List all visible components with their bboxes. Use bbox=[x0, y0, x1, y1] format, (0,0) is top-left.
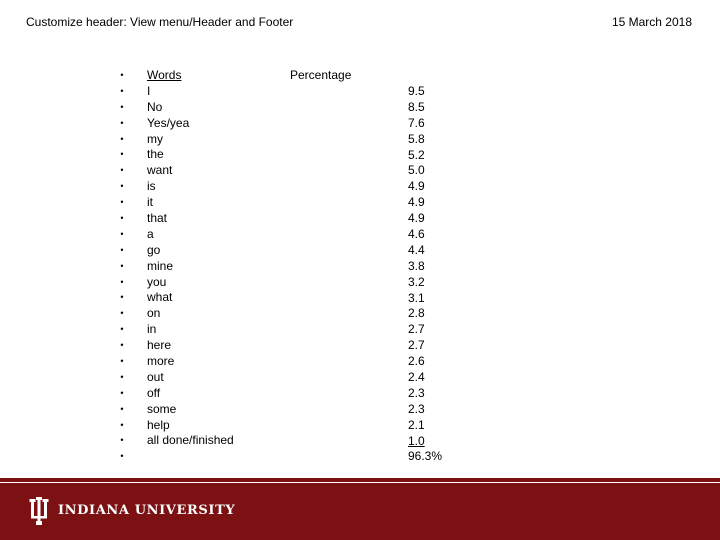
word-item: my bbox=[147, 131, 163, 146]
percentage-value: 3.8 bbox=[408, 258, 425, 273]
bullet-icon: • bbox=[120, 260, 124, 271]
bullet-icon: • bbox=[120, 165, 124, 176]
bullet-column bbox=[117, 68, 127, 465]
words-column-header: Words bbox=[147, 68, 182, 82]
percentage-value: 1.0 bbox=[408, 433, 425, 448]
bullet-icon: • bbox=[120, 101, 124, 112]
percentage-value: 4.9 bbox=[408, 195, 425, 210]
header-title: Customize header: View menu/Header and Footer bbox=[26, 15, 294, 29]
word-item: you bbox=[147, 274, 167, 289]
percentage-value: 8.5 bbox=[408, 99, 425, 114]
word-item: what bbox=[147, 290, 173, 305]
bullet-icon: • bbox=[120, 419, 124, 430]
bullet-icon: • bbox=[120, 117, 124, 128]
word-item: go bbox=[147, 242, 161, 257]
bullet-icon: • bbox=[120, 228, 124, 239]
percentage-value: 2.6 bbox=[408, 354, 425, 369]
bullet-icon: • bbox=[120, 451, 124, 462]
word-item: on bbox=[147, 306, 161, 321]
bullet-icon: • bbox=[120, 181, 124, 192]
word-item: a bbox=[147, 226, 154, 241]
bullet-icon: • bbox=[120, 85, 124, 96]
percentage-value: 4.4 bbox=[408, 242, 425, 257]
percentage-value: 7.6 bbox=[408, 115, 425, 130]
words-column bbox=[147, 68, 234, 449]
bullet-icon: • bbox=[120, 276, 124, 287]
bullet-icon: • bbox=[120, 371, 124, 382]
percentage-total: 96.3% bbox=[408, 449, 443, 464]
percentage-column bbox=[408, 84, 442, 465]
percentage-value: 5.2 bbox=[408, 147, 425, 162]
percentage-value: 4.6 bbox=[408, 227, 425, 242]
word-item: the bbox=[147, 147, 164, 162]
percentage-value: 2.4 bbox=[408, 370, 425, 385]
word-item: mine bbox=[147, 258, 174, 273]
bullet-icon: • bbox=[120, 197, 124, 208]
word-item: help bbox=[147, 417, 170, 432]
word-item: Yes/yea bbox=[147, 115, 190, 130]
percentage-value: 2.8 bbox=[408, 306, 425, 321]
word-item: No bbox=[147, 99, 163, 114]
percentage-value: 3.1 bbox=[408, 290, 425, 305]
percentage-value: 2.7 bbox=[408, 338, 425, 353]
bullet-icon: • bbox=[120, 149, 124, 160]
bullet-icon: • bbox=[120, 340, 124, 351]
percentage-value: 2.1 bbox=[408, 417, 425, 432]
percentage-value: 4.9 bbox=[408, 211, 425, 226]
bullet-icon: • bbox=[120, 292, 124, 303]
percentage-value: 2.3 bbox=[408, 385, 425, 400]
word-item: all done/finished bbox=[147, 433, 234, 448]
percentage-column-header: Percentage bbox=[290, 68, 352, 82]
word-item: here bbox=[147, 338, 172, 353]
bullet-icon: • bbox=[120, 356, 124, 367]
percentage-value: 4.9 bbox=[408, 179, 425, 194]
word-item: want bbox=[147, 163, 173, 178]
iu-trident-icon bbox=[28, 497, 50, 525]
word-item: that bbox=[147, 211, 168, 226]
word-item: out bbox=[147, 369, 164, 384]
percentage-value: 2.3 bbox=[408, 401, 425, 416]
bullet-icon: • bbox=[120, 403, 124, 414]
bullet-icon: • bbox=[120, 324, 124, 335]
word-item: it bbox=[147, 195, 153, 210]
bullet-icon: • bbox=[120, 213, 124, 224]
bullet-icon: • bbox=[120, 133, 124, 144]
word-item: off bbox=[147, 385, 161, 400]
word-item: is bbox=[147, 179, 156, 194]
university-name: INDIANA UNIVERSITY bbox=[58, 503, 236, 518]
percentage-value: 9.5 bbox=[408, 84, 425, 98]
bullet-icon: • bbox=[120, 387, 124, 398]
bullet-icon: • bbox=[120, 244, 124, 255]
word-item: more bbox=[147, 354, 175, 369]
percentage-value: 5.0 bbox=[408, 163, 425, 178]
word-item: I bbox=[147, 83, 151, 98]
word-item: some bbox=[147, 401, 177, 416]
word-item: in bbox=[147, 322, 157, 337]
bullet-icon: • bbox=[120, 308, 124, 319]
header-date: 15 March 2018 bbox=[611, 15, 692, 29]
percentage-value: 3.2 bbox=[408, 274, 425, 289]
percentage-value: 2.7 bbox=[408, 322, 425, 337]
footer-accent-bar bbox=[0, 478, 720, 482]
bullet-icon: • bbox=[120, 435, 124, 446]
bullet-icon: • bbox=[120, 70, 124, 80]
percentage-value: 5.8 bbox=[408, 131, 425, 146]
